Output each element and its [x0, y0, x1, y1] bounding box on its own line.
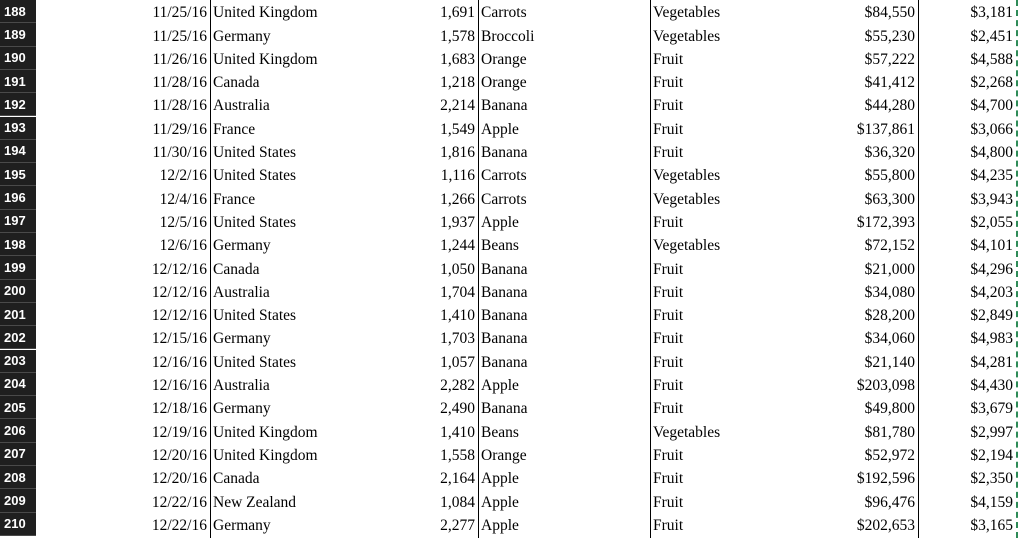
cell-shipping[interactable]: $2,997: [970, 423, 1013, 441]
cell-shipping[interactable]: $4,159: [970, 493, 1013, 511]
cell-country[interactable]: Australia: [213, 377, 270, 395]
cell-country[interactable]: Germany: [213, 400, 271, 418]
cell-amount[interactable]: $55,230: [864, 27, 915, 45]
cell-category[interactable]: Fruit: [653, 470, 684, 488]
cell-amount[interactable]: $36,320: [864, 144, 915, 162]
cell-units[interactable]: 1,057: [440, 353, 475, 371]
cell-product[interactable]: Banana: [481, 307, 528, 325]
cell-category[interactable]: Vegetables: [653, 423, 721, 441]
cell-category[interactable]: Fruit: [653, 213, 684, 231]
row-header[interactable]: 200: [0, 280, 36, 303]
row-header[interactable]: 193: [0, 117, 36, 140]
table-row: [0, 140, 1024, 163]
cell-amount[interactable]: $41,412: [864, 74, 915, 92]
cell-amount[interactable]: $55,800: [864, 167, 915, 185]
cell-shipping[interactable]: $4,203: [970, 283, 1013, 301]
table-row: [0, 466, 1024, 489]
cell-country[interactable]: United States: [213, 353, 297, 371]
cell-units[interactable]: 1,218: [440, 74, 475, 92]
cell-date[interactable]: 12/6/16: [159, 237, 207, 255]
table-row: [0, 47, 1024, 70]
cell-shipping[interactable]: $3,165: [970, 516, 1013, 534]
cell-country[interactable]: Germany: [213, 27, 271, 45]
table-row: [0, 93, 1024, 116]
cell-units[interactable]: 1,558: [440, 446, 475, 464]
cell-product[interactable]: Banana: [481, 144, 528, 162]
cell-country[interactable]: United Kingdom: [213, 446, 318, 464]
row-header[interactable]: 192: [0, 93, 36, 116]
cell-amount[interactable]: $21,000: [864, 260, 915, 278]
cell-date[interactable]: 12/16/16: [151, 377, 207, 395]
cell-units[interactable]: 1,549: [440, 120, 475, 138]
cell-amount[interactable]: $34,080: [864, 283, 915, 301]
cell-units[interactable]: 2,490: [440, 400, 475, 418]
column-divider: [918, 0, 919, 538]
row-header[interactable]: 202: [0, 326, 36, 349]
cell-date[interactable]: 12/12/16: [151, 260, 207, 278]
cell-units[interactable]: 2,277: [440, 516, 475, 534]
cell-date[interactable]: 12/22/16: [151, 493, 207, 511]
cell-country[interactable]: United Kingdom: [213, 4, 318, 22]
cell-category[interactable]: Fruit: [653, 400, 684, 418]
cell-date[interactable]: 12/2/16: [159, 167, 207, 185]
cell-category[interactable]: Vegetables: [653, 4, 721, 22]
cell-date[interactable]: 12/22/16: [151, 516, 207, 534]
cell-date[interactable]: 12/12/16: [151, 307, 207, 325]
cell-product[interactable]: Banana: [481, 400, 528, 418]
cell-country[interactable]: United States: [213, 144, 297, 162]
row-header[interactable]: 208: [0, 466, 36, 489]
cell-category[interactable]: Fruit: [653, 144, 684, 162]
cell-shipping[interactable]: $4,296: [970, 260, 1013, 278]
cell-category[interactable]: Fruit: [653, 446, 684, 464]
row-header[interactable]: 203: [0, 350, 36, 373]
cell-amount[interactable]: $137,861: [856, 120, 915, 138]
cell-country[interactable]: New Zealand: [213, 493, 297, 511]
cell-product[interactable]: Carrots: [481, 190, 527, 208]
cell-category[interactable]: Fruit: [653, 516, 684, 534]
cell-amount[interactable]: $203,098: [856, 377, 915, 395]
table-row: [0, 280, 1024, 303]
table-row: [0, 117, 1024, 140]
cell-units[interactable]: 1,244: [440, 237, 475, 255]
row-header[interactable]: 206: [0, 419, 36, 442]
cell-amount[interactable]: $202,653: [856, 516, 915, 534]
cell-date[interactable]: 12/4/16: [159, 190, 207, 208]
cell-units[interactable]: 1,683: [440, 50, 475, 68]
table-row: [0, 489, 1024, 512]
row-header[interactable]: 199: [0, 256, 36, 279]
table-row: [0, 70, 1024, 93]
cell-units[interactable]: 1,084: [440, 493, 475, 511]
cell-date[interactable]: 12/18/16: [151, 400, 207, 418]
table-row: [0, 23, 1024, 46]
cell-category[interactable]: Fruit: [653, 283, 684, 301]
cell-country[interactable]: Australia: [213, 97, 270, 115]
cell-amount[interactable]: $81,780: [864, 423, 915, 441]
cell-units[interactable]: 1,691: [440, 4, 475, 22]
cell-country[interactable]: Canada: [213, 470, 260, 488]
row-header[interactable]: 204: [0, 373, 36, 396]
cell-date[interactable]: 12/5/16: [159, 213, 207, 231]
cell-product[interactable]: Apple: [481, 120, 519, 138]
cell-units[interactable]: 2,214: [440, 97, 475, 115]
cell-date[interactable]: 12/19/16: [151, 423, 207, 441]
cell-units[interactable]: 1,704: [440, 283, 475, 301]
table-row: [0, 186, 1024, 209]
cell-country[interactable]: United States: [213, 167, 297, 185]
cell-amount[interactable]: $34,060: [864, 330, 915, 348]
cell-units[interactable]: 2,164: [440, 470, 475, 488]
cell-category[interactable]: Vegetables: [653, 27, 721, 45]
cell-date[interactable]: 11/25/16: [152, 27, 207, 45]
cell-product[interactable]: Orange: [481, 74, 527, 92]
cell-category[interactable]: Fruit: [653, 330, 684, 348]
cell-shipping[interactable]: $2,268: [970, 74, 1013, 92]
cell-country[interactable]: Germany: [213, 330, 271, 348]
cell-category[interactable]: Fruit: [653, 307, 684, 325]
table-row: [0, 419, 1024, 442]
cell-country[interactable]: United States: [213, 307, 297, 325]
cell-product[interactable]: Orange: [481, 446, 527, 464]
table-row: [0, 326, 1024, 349]
cell-amount[interactable]: $49,800: [864, 400, 915, 418]
table-row: [0, 256, 1024, 279]
cell-shipping[interactable]: $2,350: [970, 470, 1013, 488]
cell-country[interactable]: United Kingdom: [213, 423, 318, 441]
cell-product[interactable]: Broccoli: [481, 27, 535, 45]
cell-amount[interactable]: $21,140: [864, 353, 915, 371]
table-row: [0, 373, 1024, 396]
cell-units[interactable]: 1,703: [440, 330, 475, 348]
cell-units[interactable]: 1,578: [440, 27, 475, 45]
cell-amount[interactable]: $192,596: [856, 470, 915, 488]
cell-category[interactable]: Vegetables: [653, 237, 721, 255]
cell-product[interactable]: Banana: [481, 97, 528, 115]
cell-units[interactable]: 1,410: [440, 423, 475, 441]
cell-product[interactable]: Beans: [481, 237, 519, 255]
table-row: [0, 443, 1024, 466]
row-header[interactable]: 198: [0, 233, 36, 256]
table-row: [0, 350, 1024, 373]
row-header[interactable]: 201: [0, 303, 36, 326]
cell-product[interactable]: Apple: [481, 516, 519, 534]
cell-amount[interactable]: $28,200: [864, 307, 915, 325]
cell-shipping[interactable]: $4,700: [970, 97, 1013, 115]
cell-shipping[interactable]: $4,281: [970, 353, 1013, 371]
cell-units[interactable]: 1,266: [440, 190, 475, 208]
cell-shipping[interactable]: $2,451: [970, 27, 1013, 45]
cell-date[interactable]: 11/25/16: [152, 4, 207, 22]
cell-amount[interactable]: $84,550: [864, 4, 915, 22]
row-header[interactable]: 190: [0, 47, 36, 70]
cell-product[interactable]: Beans: [481, 423, 519, 441]
cell-country[interactable]: Australia: [213, 283, 270, 301]
cell-product[interactable]: Banana: [481, 353, 528, 371]
cell-shipping[interactable]: $4,235: [970, 167, 1013, 185]
table-row: [0, 233, 1024, 256]
cell-date[interactable]: 11/26/16: [152, 50, 207, 68]
table-row: [0, 303, 1024, 326]
column-divider: [650, 0, 651, 538]
cell-shipping[interactable]: $2,055: [970, 213, 1013, 231]
cell-shipping[interactable]: $2,849: [970, 307, 1013, 325]
cell-shipping[interactable]: $4,983: [970, 330, 1013, 348]
cell-product[interactable]: Banana: [481, 330, 528, 348]
cell-category[interactable]: Fruit: [653, 97, 684, 115]
row-header[interactable]: 196: [0, 186, 36, 209]
cell-product[interactable]: Apple: [481, 377, 519, 395]
row-header[interactable]: 194: [0, 140, 36, 163]
cell-amount[interactable]: $52,972: [864, 446, 915, 464]
column-divider: [210, 0, 211, 538]
cell-country[interactable]: United States: [213, 213, 297, 231]
cell-product[interactable]: Carrots: [481, 167, 527, 185]
cell-amount[interactable]: $57,222: [864, 50, 915, 68]
row-header[interactable]: 210: [0, 513, 36, 536]
cell-date[interactable]: 12/20/16: [151, 446, 207, 464]
cell-units[interactable]: 1,116: [440, 167, 475, 185]
cell-date[interactable]: 12/16/16: [151, 353, 207, 371]
row-header[interactable]: 197: [0, 210, 36, 233]
cell-date[interactable]: 11/28/16: [152, 97, 207, 115]
cell-category[interactable]: Fruit: [653, 260, 684, 278]
cell-shipping[interactable]: $4,101: [970, 237, 1013, 255]
cell-product[interactable]: Apple: [481, 493, 519, 511]
cell-country[interactable]: France: [213, 190, 256, 208]
cell-category[interactable]: Fruit: [653, 74, 684, 92]
cell-date[interactable]: 11/28/16: [152, 74, 207, 92]
cell-product[interactable]: Carrots: [481, 4, 527, 22]
table-row: [0, 163, 1024, 186]
cell-units[interactable]: 1,816: [440, 144, 475, 162]
row-header[interactable]: 205: [0, 396, 36, 419]
cell-units[interactable]: 1,937: [440, 213, 475, 231]
cell-shipping[interactable]: $4,800: [970, 144, 1013, 162]
cell-amount[interactable]: $63,300: [864, 190, 915, 208]
cell-product[interactable]: Banana: [481, 283, 528, 301]
cell-date[interactable]: 12/15/16: [151, 330, 207, 348]
cell-product[interactable]: Apple: [481, 470, 519, 488]
cell-amount[interactable]: $72,152: [864, 237, 915, 255]
cell-shipping[interactable]: $2,194: [970, 446, 1013, 464]
cell-category[interactable]: Vegetables: [653, 190, 721, 208]
cell-country[interactable]: Canada: [213, 74, 260, 92]
cell-shipping[interactable]: $3,943: [970, 190, 1013, 208]
cell-date[interactable]: 12/12/16: [151, 283, 207, 301]
cell-country[interactable]: Canada: [213, 260, 260, 278]
cell-category[interactable]: Vegetables: [653, 167, 721, 185]
row-header[interactable]: 209: [0, 489, 36, 512]
cell-date[interactable]: 11/29/16: [152, 120, 207, 138]
cell-shipping[interactable]: $4,430: [970, 377, 1013, 395]
cell-category[interactable]: Fruit: [653, 493, 684, 511]
row-header[interactable]: 207: [0, 443, 36, 466]
cell-country[interactable]: United Kingdom: [213, 50, 318, 68]
cell-category[interactable]: Fruit: [653, 50, 684, 68]
cell-date[interactable]: 11/30/16: [152, 144, 207, 162]
cell-units[interactable]: 2,282: [440, 377, 475, 395]
cell-amount[interactable]: $172,393: [856, 213, 915, 231]
cell-shipping[interactable]: $3,066: [970, 120, 1013, 138]
cell-shipping[interactable]: $4,588: [970, 50, 1013, 68]
cell-category[interactable]: Fruit: [653, 120, 684, 138]
cell-shipping[interactable]: $3,679: [970, 400, 1013, 418]
cell-product[interactable]: Apple: [481, 213, 519, 231]
cell-amount[interactable]: $44,280: [864, 97, 915, 115]
cell-category[interactable]: Fruit: [653, 353, 684, 371]
cell-country[interactable]: Germany: [213, 516, 271, 534]
cell-units[interactable]: 1,050: [440, 260, 475, 278]
cell-country[interactable]: Germany: [213, 237, 271, 255]
cell-amount[interactable]: $96,476: [864, 493, 915, 511]
cell-units[interactable]: 1,410: [440, 307, 475, 325]
cell-category[interactable]: Fruit: [653, 377, 684, 395]
table-row: [0, 0, 1024, 23]
row-header[interactable]: 191: [0, 70, 36, 93]
cell-country[interactable]: France: [213, 120, 256, 138]
row-header[interactable]: 189: [0, 23, 36, 46]
row-header[interactable]: 188: [0, 0, 36, 23]
cell-product[interactable]: Banana: [481, 260, 528, 278]
cell-date[interactable]: 12/20/16: [151, 470, 207, 488]
table-row: [0, 210, 1024, 233]
table-row: [0, 396, 1024, 419]
column-divider: [478, 0, 479, 538]
cell-shipping[interactable]: $3,181: [970, 4, 1013, 22]
copy-selection-border: [1016, 0, 1018, 538]
row-header[interactable]: 195: [0, 163, 36, 186]
table-row: [0, 513, 1024, 536]
cell-product[interactable]: Orange: [481, 50, 527, 68]
